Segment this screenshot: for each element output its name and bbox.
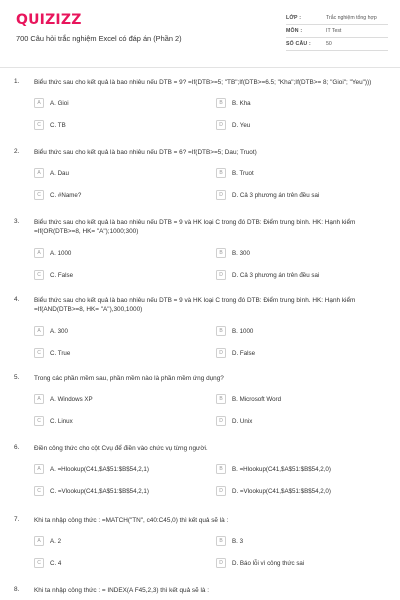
option-d[interactable] <box>216 190 319 200</box>
option-letter-box[interactable]: C <box>34 270 44 280</box>
option-text: A. Gioi <box>50 99 69 107</box>
option-text: C. TB <box>50 121 66 129</box>
option-a[interactable] <box>34 464 149 474</box>
meta-label: SỐ CÂU : <box>286 41 311 47</box>
option-letter-box[interactable]: C <box>34 486 44 496</box>
option-letter-box[interactable]: A <box>34 536 44 546</box>
option-letter-box[interactable]: B <box>216 464 226 474</box>
option-d[interactable] <box>216 348 255 358</box>
option-a[interactable] <box>34 394 93 404</box>
question-text: Trong các phần mềm sau, phần mềm nào là phần mềm ứng dụng? <box>34 375 224 382</box>
worksheet-header <box>0 0 400 66</box>
meta-label: MÔN : <box>286 28 303 34</box>
option-d[interactable] <box>216 270 319 280</box>
option-letter-box[interactable]: B <box>216 168 226 178</box>
meta-value: IT Test <box>326 28 342 34</box>
option-b[interactable] <box>216 464 331 474</box>
option-c[interactable] <box>34 486 149 496</box>
meta-table <box>286 12 388 51</box>
meta-value: Trắc nghiệm tổng hợp <box>326 15 377 21</box>
option-b[interactable] <box>216 98 251 108</box>
option-letter-box[interactable]: A <box>34 326 44 336</box>
option-c[interactable] <box>34 270 73 280</box>
option-letter-box[interactable]: A <box>34 464 44 474</box>
quizizz-logo: QUIZIZZ <box>16 12 82 28</box>
option-text: D. Báo lỗi vì công thức sai <box>232 559 305 567</box>
option-letter-box[interactable]: C <box>34 120 44 130</box>
option-a[interactable] <box>34 326 68 336</box>
option-text: B. =Hlookup(C41,$A$51:$B$54,2,0) <box>232 465 331 473</box>
option-b[interactable] <box>216 326 253 336</box>
question-text: Biểu thức sau cho kết quả là bao nhiêu nếu DTB = 9 và HK loại C trong đó DTB: Điểm trung bình. HK: Hạnh kiểm =If(OR(DTB>=8, HK= "A");1000;300) <box>34 219 356 235</box>
option-d[interactable] <box>216 416 252 426</box>
option-text: C. False <box>50 271 74 279</box>
option-text: B. 1000 <box>232 327 254 335</box>
option-text: D. Unix <box>232 417 253 425</box>
header-divider <box>0 67 400 68</box>
question-number: 4. <box>14 296 20 303</box>
question-text: Biểu thức sau cho kết quả là bao nhiêu nếu DTB = 6? =If(DTB>=5; Dau; Truot) <box>34 149 257 156</box>
meta-value: 50 <box>326 41 332 47</box>
option-b[interactable] <box>216 394 281 404</box>
option-text: D. =Vlookup(C41,$A$51:$B$54,2,0) <box>232 487 331 495</box>
option-letter-box[interactable]: D <box>216 190 226 200</box>
option-a[interactable] <box>34 248 71 258</box>
option-d[interactable] <box>216 486 331 496</box>
option-b[interactable] <box>216 168 254 178</box>
option-text: D. Cả 3 phương án trên đều sai <box>232 271 320 279</box>
option-c[interactable] <box>34 120 66 130</box>
option-letter-box[interactable]: C <box>34 348 44 358</box>
option-d[interactable] <box>216 558 304 568</box>
meta-row-subject <box>286 25 388 38</box>
option-letter-box[interactable]: A <box>34 98 44 108</box>
option-letter-box[interactable]: B <box>216 98 226 108</box>
option-letter-box[interactable]: D <box>216 348 226 358</box>
question-number: 2. <box>14 148 20 155</box>
question-text: Điền công thức cho cột Cvụ để điền vào chức vụ từng người. <box>34 445 208 452</box>
option-letter-box[interactable]: A <box>34 394 44 404</box>
meta-row-class <box>286 12 388 25</box>
option-letter-box[interactable]: D <box>216 120 226 130</box>
question-number: 7. <box>14 516 20 523</box>
option-text: A. =Hlookup(C41,$A$51:$B$54,2,1) <box>50 465 149 473</box>
option-text: A. 1000 <box>50 249 72 257</box>
question-number: 8. <box>14 586 20 593</box>
option-text: D. Yeu <box>232 121 251 129</box>
option-text: C. True <box>50 349 71 357</box>
option-letter-box[interactable]: D <box>216 558 226 568</box>
option-c[interactable] <box>34 558 61 568</box>
option-b[interactable] <box>216 248 250 258</box>
option-letter-box[interactable]: A <box>34 248 44 258</box>
option-text: B. 300 <box>232 249 250 257</box>
option-letter-box[interactable]: C <box>34 416 44 426</box>
option-letter-box[interactable]: A <box>34 168 44 178</box>
option-a[interactable] <box>34 98 69 108</box>
option-letter-box[interactable]: B <box>216 536 226 546</box>
option-text: D. Cả 3 phương án trên đều sai <box>232 191 320 199</box>
option-letter-box[interactable]: C <box>34 190 44 200</box>
option-letter-box[interactable]: B <box>216 394 226 404</box>
option-letter-box[interactable]: D <box>216 416 226 426</box>
option-text: D. False <box>232 349 256 357</box>
option-a[interactable] <box>34 168 69 178</box>
option-letter-box[interactable]: D <box>216 270 226 280</box>
option-letter-box[interactable]: B <box>216 326 226 336</box>
meta-label: LỚP : <box>286 15 302 21</box>
question-text: Khi ta nhập công thức : = INDEX(A F45,2,3) thì kết quả sẽ là : <box>34 587 209 594</box>
option-c[interactable] <box>34 190 81 200</box>
option-text: C. =Vlookup(C41,$A$51:$B$54,2,1) <box>50 487 149 495</box>
question-number: 3. <box>14 218 20 225</box>
option-letter-box[interactable]: C <box>34 558 44 568</box>
option-text: C. Linux <box>50 417 73 425</box>
question-number: 6. <box>14 444 20 451</box>
option-text: A. Windows XP <box>50 395 93 403</box>
option-text: C. #Name? <box>50 191 82 199</box>
option-text: B. Truot <box>232 169 254 177</box>
option-text: B. 3 <box>232 537 244 545</box>
option-text: A. Dau <box>50 169 69 177</box>
option-text: B. Kha <box>232 99 251 107</box>
option-c[interactable] <box>34 348 70 358</box>
question-text: Biểu thức sau cho kết quả là bao nhiêu nếu DTB = 9? =If(DTB>=5; "TB";If(DTB>=6.5; "Kha";If(DTB>= 8; "Gioi"; "Yeu"))) <box>34 79 372 86</box>
option-d[interactable] <box>216 120 250 130</box>
question-number: 5. <box>14 374 20 381</box>
option-text: A. 2 <box>50 537 62 545</box>
question-text: Khi ta nhập công thức : =MATCH("TN", c40:C45,0) thì kết quả sẽ là : <box>34 517 229 524</box>
document-title: 700 Câu hỏi trắc nghiệm Excel có đáp án (Phần 2) <box>16 34 182 43</box>
question-text: Biểu thức sau cho kết quả là bao nhiêu nếu DTB = 9 và HK loại C trong đó DTB: Điểm trung bình. HK: Hạnh kiểm =If(AND(DTB>=8, HK= "A"),300,1000) <box>34 297 356 313</box>
option-text: C. 4 <box>50 559 62 567</box>
meta-row-count <box>286 38 388 51</box>
option-letter-box[interactable]: B <box>216 248 226 258</box>
question-number: 1. <box>14 78 20 85</box>
option-b[interactable] <box>216 536 243 546</box>
option-c[interactable] <box>34 416 73 426</box>
option-letter-box[interactable]: D <box>216 486 226 496</box>
option-text: B. Microsoft Word <box>232 395 282 403</box>
option-text: A. 300 <box>50 327 68 335</box>
option-a[interactable] <box>34 536 61 546</box>
